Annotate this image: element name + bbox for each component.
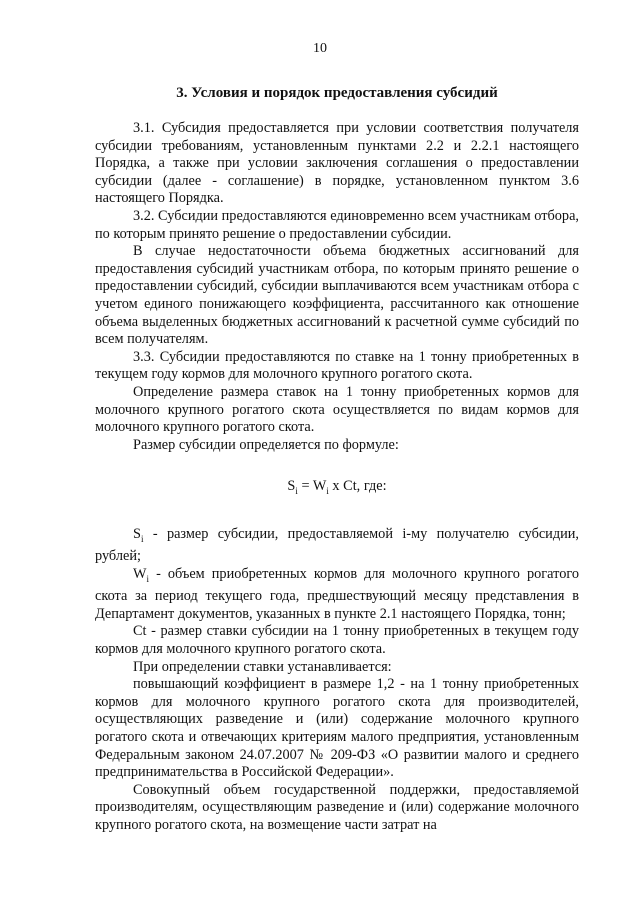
definition-s-sub: i: [140, 533, 144, 544]
definition-w-symbol: W: [133, 565, 147, 582]
paragraph-rate-definition: Определение размера ставок на 1 тонну приобретенных кормов для молочного крупного рогатого скота осуществляется по видам кормов для молочного крупного рогатого скота.: [95, 383, 579, 436]
definition-ct: Ct - размер ставки субсидии на 1 тонну приобретенных в текущем году кормов для молочного крупного рогатого скота.: [95, 623, 579, 658]
paragraph-rate-conditions: При определении ставки устанавливается:: [133, 658, 392, 675]
paragraph-total-support: Совокупный объем государственной поддержки, предоставляемой производителям, осуществляющим разведение и (или) содержание молочного крупного рогатого скота, на возмещение части затрат на: [95, 781, 579, 833]
formula-s: S: [287, 478, 296, 495]
paragraph-insufficiency: В случае недостаточности объема бюджетных ассигнований для предоставления субсидий участникам отбора, по которым принято решение о предоставлении субсидий, субсидии выплачиваются всем участникам отбора с учетом единого понижающего коэффициента, рассчитанного как отношение объема выделенных бюджетных ассигнований к расчетной сумме субсидий по всем получателям.: [95, 243, 579, 348]
definition-s-text: - размер субсидии, предоставляемой i-му получателю субсидии, рублей;: [95, 525, 579, 565]
paragraph-formula-intro: Размер субсидии определяется по формуле:: [133, 436, 399, 453]
definition-w-sub: i: [146, 573, 150, 584]
paragraph-3-3: 3.3. Субсидии предоставляются по ставке на 1 тонну приобретенных в текущем году кормов для молочного крупного рогатого скота.: [95, 348, 579, 383]
definition-s: [95, 526, 579, 566]
document-body: [95, 120, 579, 835]
formula-w-sub: i: [326, 486, 329, 497]
formula-rest: x Ct, где:: [328, 478, 387, 495]
formula-s-sub: i: [295, 486, 298, 497]
paragraph-3-1: 3.1. Субсидия предоставляется при условии соответствия получателя субсидии требованиям, установленным пунктами 2.2 и 2.2.1 настоящего Порядка, а также при условии заключения соглашения о предоставлении субсидии (далее - соглашение) в порядке, установленном пунктом 3.6 настоящего Порядка.: [95, 120, 579, 207]
section-title: 3. Условия и порядок предоставления субсидий: [176, 85, 498, 101]
formula: [95, 454, 579, 525]
paragraph-3-2: 3.2. Субсидии предоставляются единовременно всем участникам отбора, по которым принято решение о предоставлении субсидии.: [95, 207, 579, 242]
definition-w-text: - объем приобретенных кормов для молочного крупного рогатого скота за период текущего года, предшествующий месяцу представления в Департамент документов, указанных в пункте 2.1 настоящего Порядка, тонн;: [95, 565, 579, 622]
paragraph-coefficient: повышающий коэффициент в размере 1,2 - на 1 тонну приобретенных кормов для молочного крупного рогатого скота для производителей, осуществляющих разведение и (или) содержание молочного крупного рогатого скота и отвечающих критериям малого предприятия, установленным Федеральным законом 24.07.2007 № 209-ФЗ «О развитии малого и среднего предпринимательства в Российской Федерации».: [95, 676, 579, 781]
page-number: 10: [313, 41, 327, 56]
definition-w: [95, 566, 579, 624]
formula-w: W: [312, 478, 327, 495]
definition-s-symbol: S: [133, 525, 141, 542]
formula-eq: =: [297, 478, 313, 495]
